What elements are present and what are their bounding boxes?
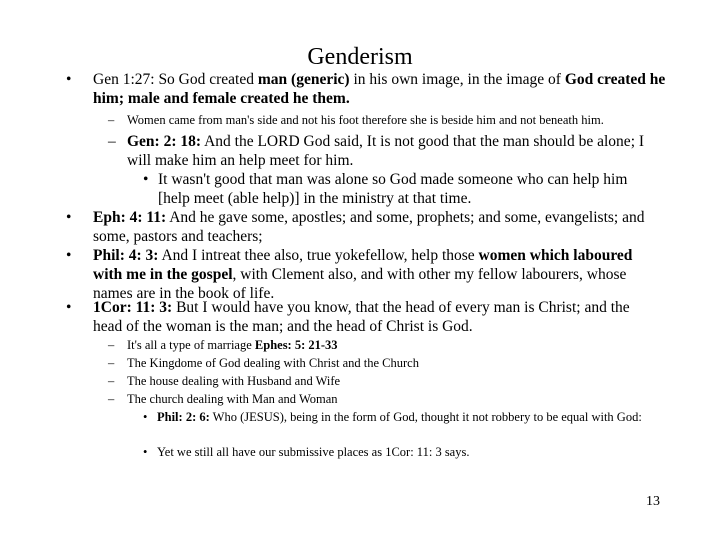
verse-reference: Gen 1:27: xyxy=(93,71,155,88)
dash-marker: – xyxy=(108,356,115,370)
item-text: Gen 1:27: So God created man (generic) in his own image, in the image of God created he him; male and female created he them. xyxy=(93,71,666,107)
dash-marker: – xyxy=(108,338,115,352)
bullet-marker: • xyxy=(66,209,72,226)
item-text: It's all a type of marriage Ephes: 5: 21-33 xyxy=(127,338,338,352)
verse-reference: Ephes: 5: 21-33 xyxy=(254,338,338,352)
bullet-marker: • xyxy=(66,71,72,88)
dash-marker: – xyxy=(108,392,115,406)
item-text: Eph: 4: 11: And he gave some, apostles; and some, prophets; and some, evangelists; and some, pastors and teachers; xyxy=(93,209,645,245)
item-text: 1Cor: 11: 3: But I would have you know, that the head of every man is Christ; and the head of the woman is the man; and the head of Christ is God. xyxy=(93,299,630,335)
slide-title: Genderism xyxy=(307,44,413,70)
verse-reference: Phil: 4: 3: xyxy=(93,247,159,264)
item-text: Phil: 2: 6: Who (JESUS), being in the form of God, thought it not robbery to be equal with God: xyxy=(157,410,642,424)
item-text: The Kingdome of God dealing with Christ and the Church xyxy=(127,356,419,370)
item-text: The house dealing with Husband and Wife xyxy=(127,374,341,388)
verse-reference: Phil: 2: 6: xyxy=(157,410,210,424)
item-text: It wasn't good that man was alone so God made someone who can help him [help meet (able help)] in the ministry at that time. xyxy=(158,171,628,207)
item-text: The church dealing with Man and Woman xyxy=(127,392,338,406)
item-text: Women came from man's side and not his foot therefore she is beside him and not beneath him. xyxy=(127,113,604,127)
bullet-marker: • xyxy=(66,299,72,316)
bullet-marker: • xyxy=(143,410,148,424)
page-number: 13 xyxy=(646,494,660,509)
dash-marker: – xyxy=(108,113,115,127)
verse-reference: Gen: 2: 18: xyxy=(127,133,202,150)
item-text: Yet we still all have our submissive places as 1Cor: 11: 3 says. xyxy=(157,445,470,459)
dash-marker: – xyxy=(108,374,115,388)
item-text: Gen: 2: 18: And the LORD God said, It is not good that the man should be alone; I will make him an help meet for him. xyxy=(127,133,645,169)
bullet-marker: • xyxy=(66,247,72,264)
verse-reference: 1Cor: 11: 3: xyxy=(93,299,173,316)
bullet-marker: • xyxy=(143,445,148,459)
bullet-marker: • xyxy=(143,171,149,188)
dash-marker: – xyxy=(108,133,116,150)
item-text: Phil: 4: 3: And I intreat thee also, true yokefellow, help those women which laboured with me in the gospel, with Clement also, and with other my fellow labourers, whose names are in the book of life. xyxy=(93,247,633,302)
verse-reference: Eph: 4: 11: xyxy=(93,209,167,226)
